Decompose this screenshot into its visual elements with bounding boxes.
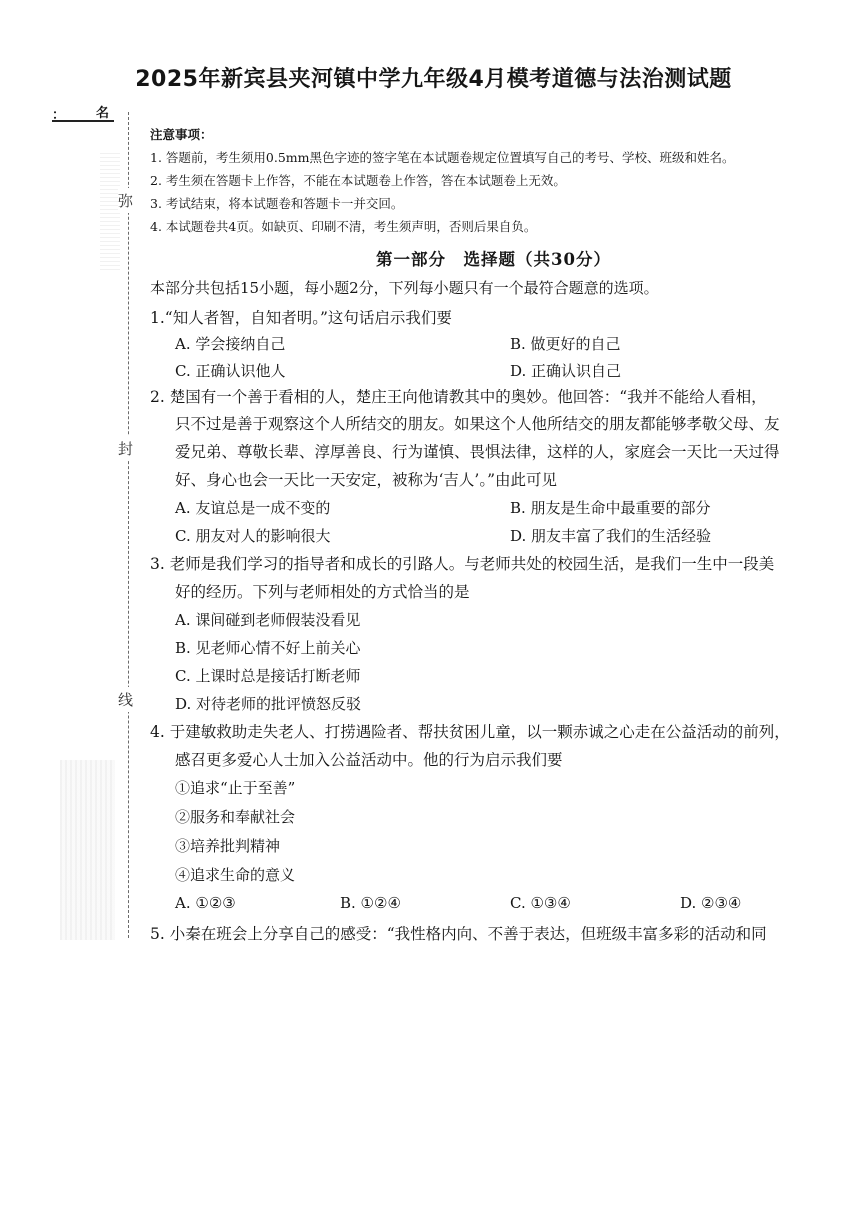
notes-heading: 注意事项： [150,127,213,142]
q4-stem-line: 4. 于建敏救助走失老人、打捞遇险者、帮扶贫困儿童，以一颗赤诚之心走在公益活动的前列， [150,723,790,741]
binding-box-label-left: ： [52,108,66,123]
binding-word-mi: 弥 [118,188,133,213]
q4-item: ②服务和奉献社会 [175,808,296,826]
q4-stem-line: 感召更多爱心人士加入公益活动中。他的行为启示我们要 [175,751,563,769]
q2-option-a: A. 友谊总是一成不变的 [175,499,331,517]
q1-option-b: B. 做更好的自己 [510,335,621,353]
part1-heading: 第一部分 选择题（共30分） [376,250,611,269]
q3-option-c: C. 上课时总是接话打断老师 [175,667,361,685]
binding-name-box [52,104,114,122]
q2-stem-line: 好、身心也会一天比一天安定，被称为‘吉人’。”由此可见 [175,471,558,489]
q4-option-b: B. ①②④ [340,894,401,912]
q4-item: ①追求“止于至善” [175,779,296,797]
note-item: 2. 考生须在答题卡上作答，不能在本试题卷上作答，答在本试题卷上无效。 [150,173,566,188]
note-item: 3. 考试结束，将本试题卷和答题卡一并交回。 [150,196,404,211]
binding-dashed-line [128,112,129,938]
q2-stem-line: 只不过是善于观察这个人所结交的朋友。如果这个人他所结交的朋友都能够孝敬父母、友 [175,415,780,433]
q3-option-d: D. 对待老师的批评愤怒反驳 [175,695,362,713]
q1-option-a: A. 学会接纳自己 [175,335,286,353]
q3-stem-line: 好的经历。下列与老师相处的方式恰当的是 [175,583,470,601]
q1-option-d: D. 正确认识自己 [510,362,622,380]
exam-title: 2025年新宾县夹河镇中学九年级4月模考道德与法治测试题 [135,67,732,92]
q5-stem-line: 5. 小秦在班会上分享自己的感受：“我性格内向、不善于表达，但班级丰富多彩的活动和同 [150,925,767,943]
q4-item: ④追求生命的意义 [175,866,296,884]
q2-option-b: B. 朋友是生命中最重要的部分 [510,499,711,517]
q4-option-d: D. ②③④ [680,894,742,912]
part1-description: 本部分共包括15小题，每小题2分，下列每小题只有一个最符合题意的选项。 [150,279,659,297]
note-item: 4. 本试题卷共4页。如缺页、印刷不清，考生须声明，否则后果自负。 [150,219,537,234]
note-item: 1. 答题前，考生须用0.5mm黑色字迹的签字笔在本试题卷规定位置填写自己的考号、学校、班级和姓名。 [150,150,735,165]
binding-word-feng: 封 [118,436,133,461]
q1-stem: 1.“知人者智，自知者明。”这句话启示我们要 [150,309,452,327]
binding-word-xian: 线 [118,687,133,712]
q3-option-a: A. 课间碰到老师假装没看见 [175,611,361,629]
q2-stem-line: 2. 楚国有一个善于看相的人，楚庄王向他请教其中的奥妙。他回答：“我并不能给人看相， [150,388,767,406]
q2-stem-line: 爱兄弟、尊敬长辈、淳厚善良、行为谨慎、畏惧法律，这样的人，家庭会一天比一天过得 [175,443,780,461]
q4-item: ③培养批判精神 [175,837,281,855]
q2-option-d: D. 朋友丰富了我们的生活经验 [510,527,712,545]
q1-option-c: C. 正确认识他人 [175,362,286,380]
q4-option-c: C. ①③④ [510,894,571,912]
q2-option-c: C. 朋友对人的影响很大 [175,527,331,545]
binding-box-label-right: 名 [96,106,110,121]
q3-option-b: B. 见老师心情不好上前关心 [175,639,361,657]
scan-smudge [60,760,115,940]
q4-option-a: A. ①②③ [175,894,236,912]
q3-stem-line: 3. 老师是我们学习的指导者和成长的引路人。与老师共处的校园生活，是我们一生中一段美 [150,555,775,573]
